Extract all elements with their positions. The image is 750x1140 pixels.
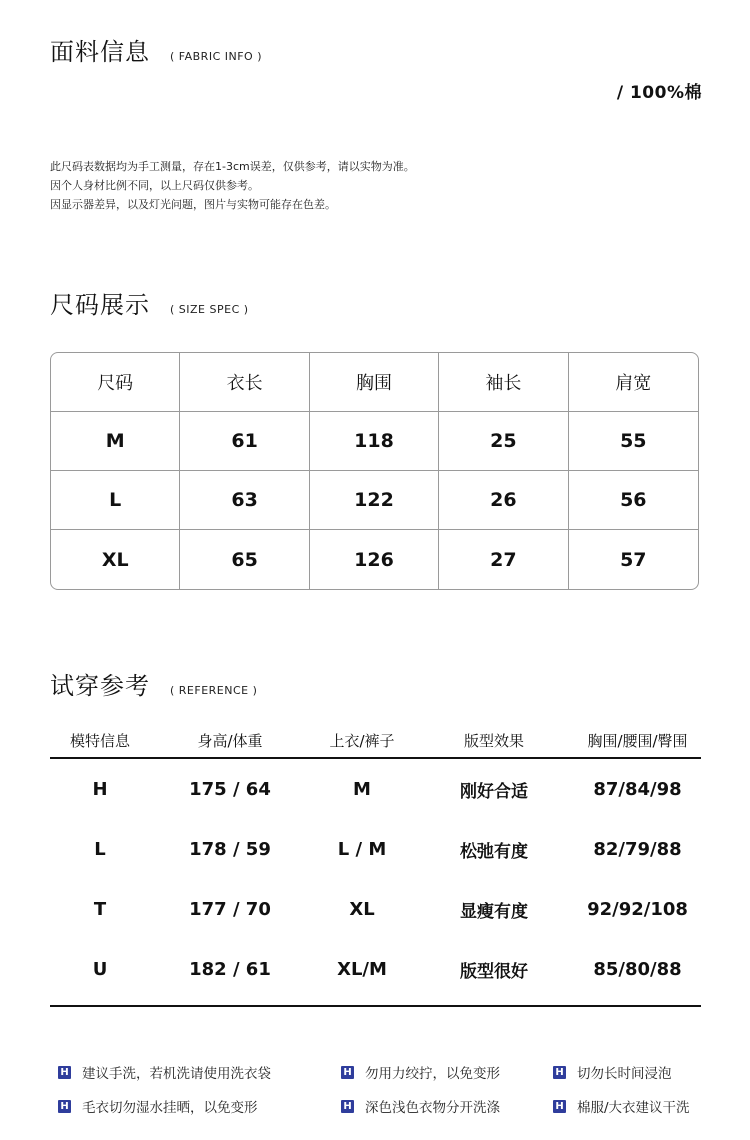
size-header-cell: 胸围 bbox=[310, 353, 439, 412]
note-line: 此尺码表数据均为手工测量，存在1-3cm误差，仅供参考，请以实物为准。 bbox=[50, 160, 415, 173]
size-cell: 57 bbox=[620, 548, 647, 571]
size-cell: XL bbox=[51, 530, 180, 589]
size-header-cell: 衣长 bbox=[180, 353, 309, 412]
fabric-info-heading bbox=[50, 32, 262, 67]
size-cell: 25 bbox=[439, 412, 568, 471]
size-title-cn: 尺码展示 bbox=[50, 291, 150, 319]
height-weight: 175 / 64 bbox=[189, 778, 271, 800]
size-cell: L bbox=[51, 471, 180, 530]
care-h-icon: H bbox=[553, 1066, 566, 1079]
reference-title-cn: 试穿参考 bbox=[50, 672, 150, 700]
size-cell: 122 bbox=[310, 471, 439, 530]
care-item bbox=[553, 1062, 708, 1082]
care-text: 建议手洗，若机洗请使用洗衣袋 bbox=[82, 1066, 271, 1082]
top-bottom-size: M bbox=[353, 778, 371, 800]
size-cell: 56 bbox=[569, 471, 698, 530]
reference-header-cell: 身高/体重 bbox=[197, 732, 263, 750]
body-measurements: 82/79/88 bbox=[593, 838, 682, 860]
size-cell: 63 bbox=[180, 471, 309, 530]
top-bottom-size: L / M bbox=[337, 838, 387, 860]
fabric-composition: / 100%棉 bbox=[616, 83, 702, 103]
size-cell: 126 bbox=[310, 530, 439, 589]
care-h-icon: H bbox=[58, 1100, 71, 1113]
care-item bbox=[553, 1096, 708, 1116]
care-item bbox=[341, 1096, 553, 1116]
top-bottom-size: XL/M bbox=[337, 958, 387, 980]
size-header-cell: 袖长 bbox=[439, 353, 568, 412]
reference-title-en: ( REFERENCE ) bbox=[170, 684, 258, 697]
note-line: 因个人身材比例不同，以上尺码仅供参考。 bbox=[50, 179, 259, 192]
reference-header-cell: 上衣/裤子 bbox=[329, 732, 395, 750]
fabric-title-en: ( FABRIC INFO ) bbox=[170, 50, 262, 63]
reference-heading bbox=[50, 666, 257, 701]
care-text: 深色浅色衣物分开洗涤 bbox=[365, 1100, 500, 1116]
fit-effect: 松弛有度 bbox=[460, 841, 528, 862]
table-row bbox=[50, 879, 701, 939]
care-text: 切勿长时间浸泡 bbox=[577, 1066, 672, 1082]
care-text: 棉服/大衣建议干洗 bbox=[577, 1100, 690, 1116]
care-h-icon: H bbox=[341, 1100, 354, 1113]
fit-effect: 版型很好 bbox=[460, 961, 528, 982]
reference-header-row bbox=[50, 724, 701, 759]
care-h-icon: H bbox=[58, 1066, 71, 1079]
care-item bbox=[58, 1096, 341, 1116]
care-h-icon: H bbox=[341, 1066, 354, 1079]
model-name: H bbox=[92, 778, 108, 800]
care-text: 勿用力绞拧，以免变形 bbox=[365, 1066, 500, 1082]
reference-header-cell: 模特信息 bbox=[69, 732, 130, 750]
size-cell: 26 bbox=[439, 471, 568, 530]
top-bottom-size: XL bbox=[349, 898, 375, 920]
fabric-title-cn: 面料信息 bbox=[50, 38, 150, 66]
size-cell: 55 bbox=[569, 412, 698, 471]
model-name: L bbox=[94, 838, 106, 860]
table-row bbox=[50, 939, 701, 999]
size-spec-heading bbox=[50, 285, 249, 320]
model-name: U bbox=[92, 958, 108, 980]
size-cell: 27 bbox=[439, 530, 568, 589]
size-cell: 65 bbox=[180, 530, 309, 589]
size-header-cell: 肩宽 bbox=[569, 353, 698, 412]
reference-header-cell: 胸围/腰围/臀围 bbox=[587, 732, 688, 750]
size-spec-table bbox=[50, 352, 699, 590]
body-measurements: 92/92/108 bbox=[587, 898, 688, 920]
care-h-icon: H bbox=[553, 1100, 566, 1113]
care-text: 毛衣切勿湿水挂晒，以免变形 bbox=[82, 1100, 258, 1116]
size-cell: 118 bbox=[310, 412, 439, 471]
size-cell: M bbox=[51, 412, 180, 471]
height-weight: 178 / 59 bbox=[189, 838, 271, 860]
care-instructions bbox=[58, 1055, 708, 1123]
height-weight: 177 / 70 bbox=[189, 898, 271, 920]
fit-effect: 刚好合适 bbox=[460, 781, 528, 802]
measurement-notes bbox=[50, 157, 415, 214]
size-header-cell: 尺码 bbox=[51, 353, 180, 412]
table-row bbox=[50, 819, 701, 879]
reference-table bbox=[50, 724, 701, 1007]
height-weight: 182 / 61 bbox=[189, 958, 271, 980]
model-name: T bbox=[93, 898, 107, 920]
care-item bbox=[58, 1062, 341, 1082]
size-cell: 61 bbox=[180, 412, 309, 471]
size-title-en: ( SIZE SPEC ) bbox=[170, 303, 249, 316]
reference-header-cell: 版型效果 bbox=[463, 732, 524, 750]
reference-bottom-rule bbox=[50, 1005, 701, 1007]
table-row bbox=[50, 759, 701, 819]
body-measurements: 87/84/98 bbox=[593, 778, 682, 800]
note-line: 因显示器差异，以及灯光问题，图片与实物可能存在色差。 bbox=[50, 198, 336, 211]
care-row bbox=[58, 1089, 708, 1123]
fit-effect: 显瘦有度 bbox=[460, 901, 528, 922]
care-row bbox=[58, 1055, 708, 1089]
body-measurements: 85/80/88 bbox=[593, 958, 682, 980]
care-item bbox=[341, 1062, 553, 1082]
